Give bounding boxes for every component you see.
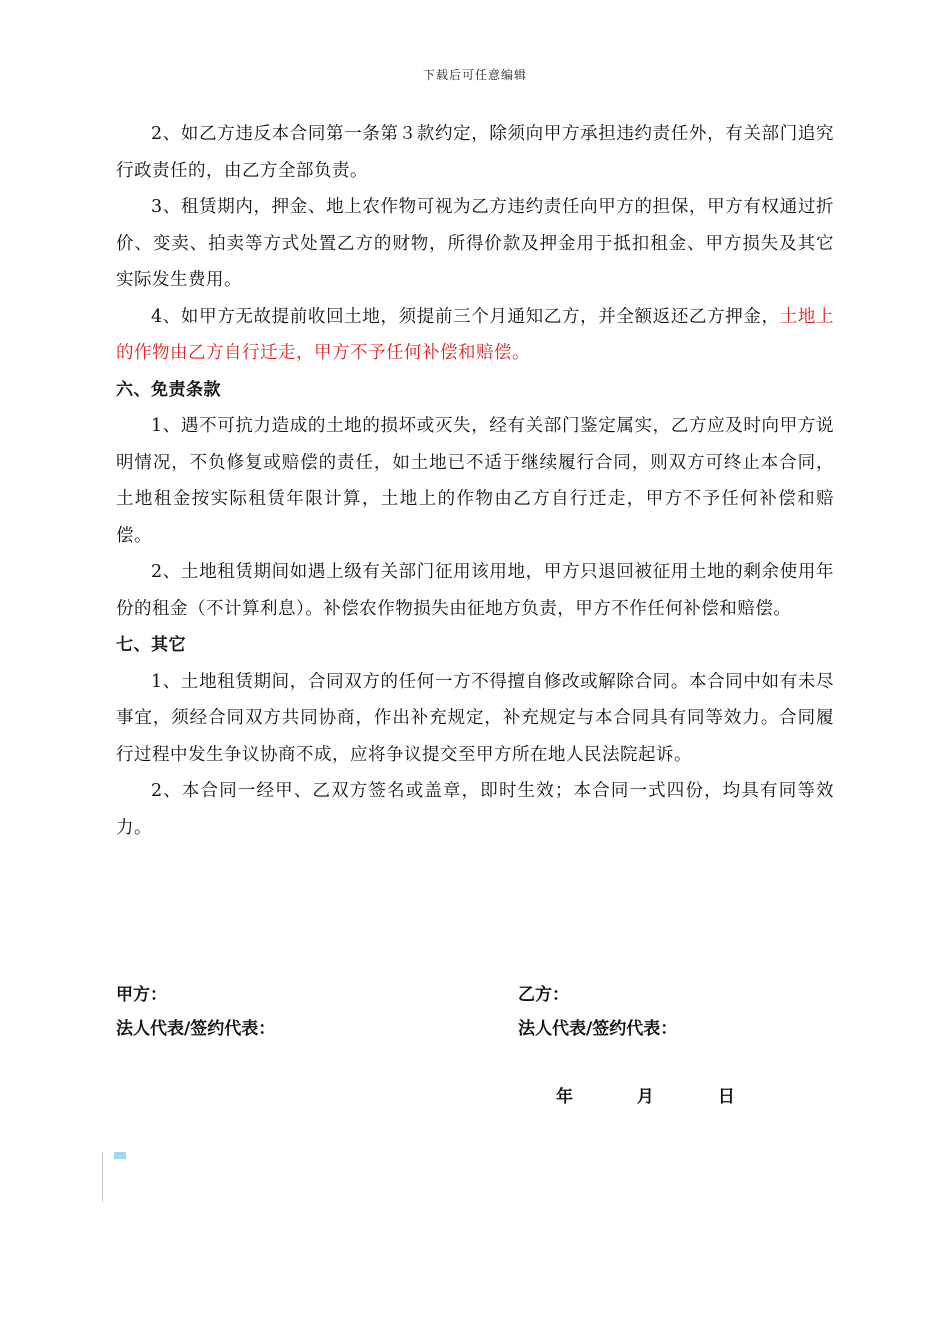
party-b-label: 乙方：: [518, 985, 569, 1005]
section-6-clause-1: 1、遇不可抗力造成的土地的损坏或灭失，经有关部门鉴定属实，乙方应及时向甲方说明情况，不负修复或赔偿的责任，如土地已不适于继续履行合同，则双方可终止本合同，土地租金按实际租赁年限计算，土地上的作物由乙方自行迁走，甲方不予任何补偿和赔偿。: [116, 416, 834, 546]
date-year: 年: [556, 1087, 573, 1107]
contract-body: [116, 116, 834, 846]
party-a-signature: [116, 978, 275, 1046]
cursor-marker-icon: [114, 1152, 126, 1159]
party-a-rep-label: 法人代表/签约代表：: [116, 1019, 276, 1039]
date-day: 日: [717, 1087, 735, 1107]
clause-4-highlight: 土地上的作物由乙方自行迁走，甲方不予任何补偿和赔偿。: [116, 306, 834, 363]
section-7-clause-1: 1、土地租赁期间，合同双方的任何一方不得擅自修改或解除合同。本合同中如有未尽事宜，须经合同双方共同协商，作出补充规定，补充规定与本合同具有同等效力。合同履行过程中发生争议协商不成，应将争议提交至甲方所在地人民法院起诉。: [116, 671, 834, 765]
page-header-note: 下载后可任意编辑: [422, 68, 527, 82]
text-cursor-line: [102, 1152, 103, 1202]
clause-4-text: 4、如甲方无故提前收回土地，须提前三个月通知乙方，并全额返还乙方押金，: [151, 306, 780, 327]
clause-2: 2、如乙方违反本合同第一条第３款约定，除须向甲方承担违约责任外，有关部门追究行政责任的，由乙方全部负责。: [116, 124, 834, 181]
date-month: 月: [636, 1087, 654, 1107]
section-6-title: 六、免责条款: [116, 379, 221, 400]
section-6-clause-2: 2、土地租赁期间如遇上级有关部门征用该用地，甲方只退回被征用土地的剩余使用年份的租金（不计算利息）。补偿农作物损失由征地方负责，甲方不作任何补偿和赔偿。: [116, 562, 834, 619]
clause-4: [116, 299, 834, 372]
section-7-title: 七、其它: [116, 635, 186, 655]
party-a-label: 甲方：: [116, 985, 167, 1005]
clause-3: 3、租赁期内，押金、地上农作物可视为乙方违约责任向甲方的担保，甲方有权通过折价、变卖、拍卖等方式处置乙方的财物，所得价款及押金用于抵扣租金、甲方损失及其它实际发生费用。: [116, 197, 834, 290]
party-b-signature: [518, 978, 677, 1046]
date-line: [556, 1082, 763, 1107]
section-7-clause-2: 2、本合同一经甲、乙双方签名或盖章，即时生效；本合同一式四份，均具有同等效力。: [116, 781, 834, 838]
party-b-rep-label: 法人代表/签约代表：: [518, 1019, 678, 1039]
